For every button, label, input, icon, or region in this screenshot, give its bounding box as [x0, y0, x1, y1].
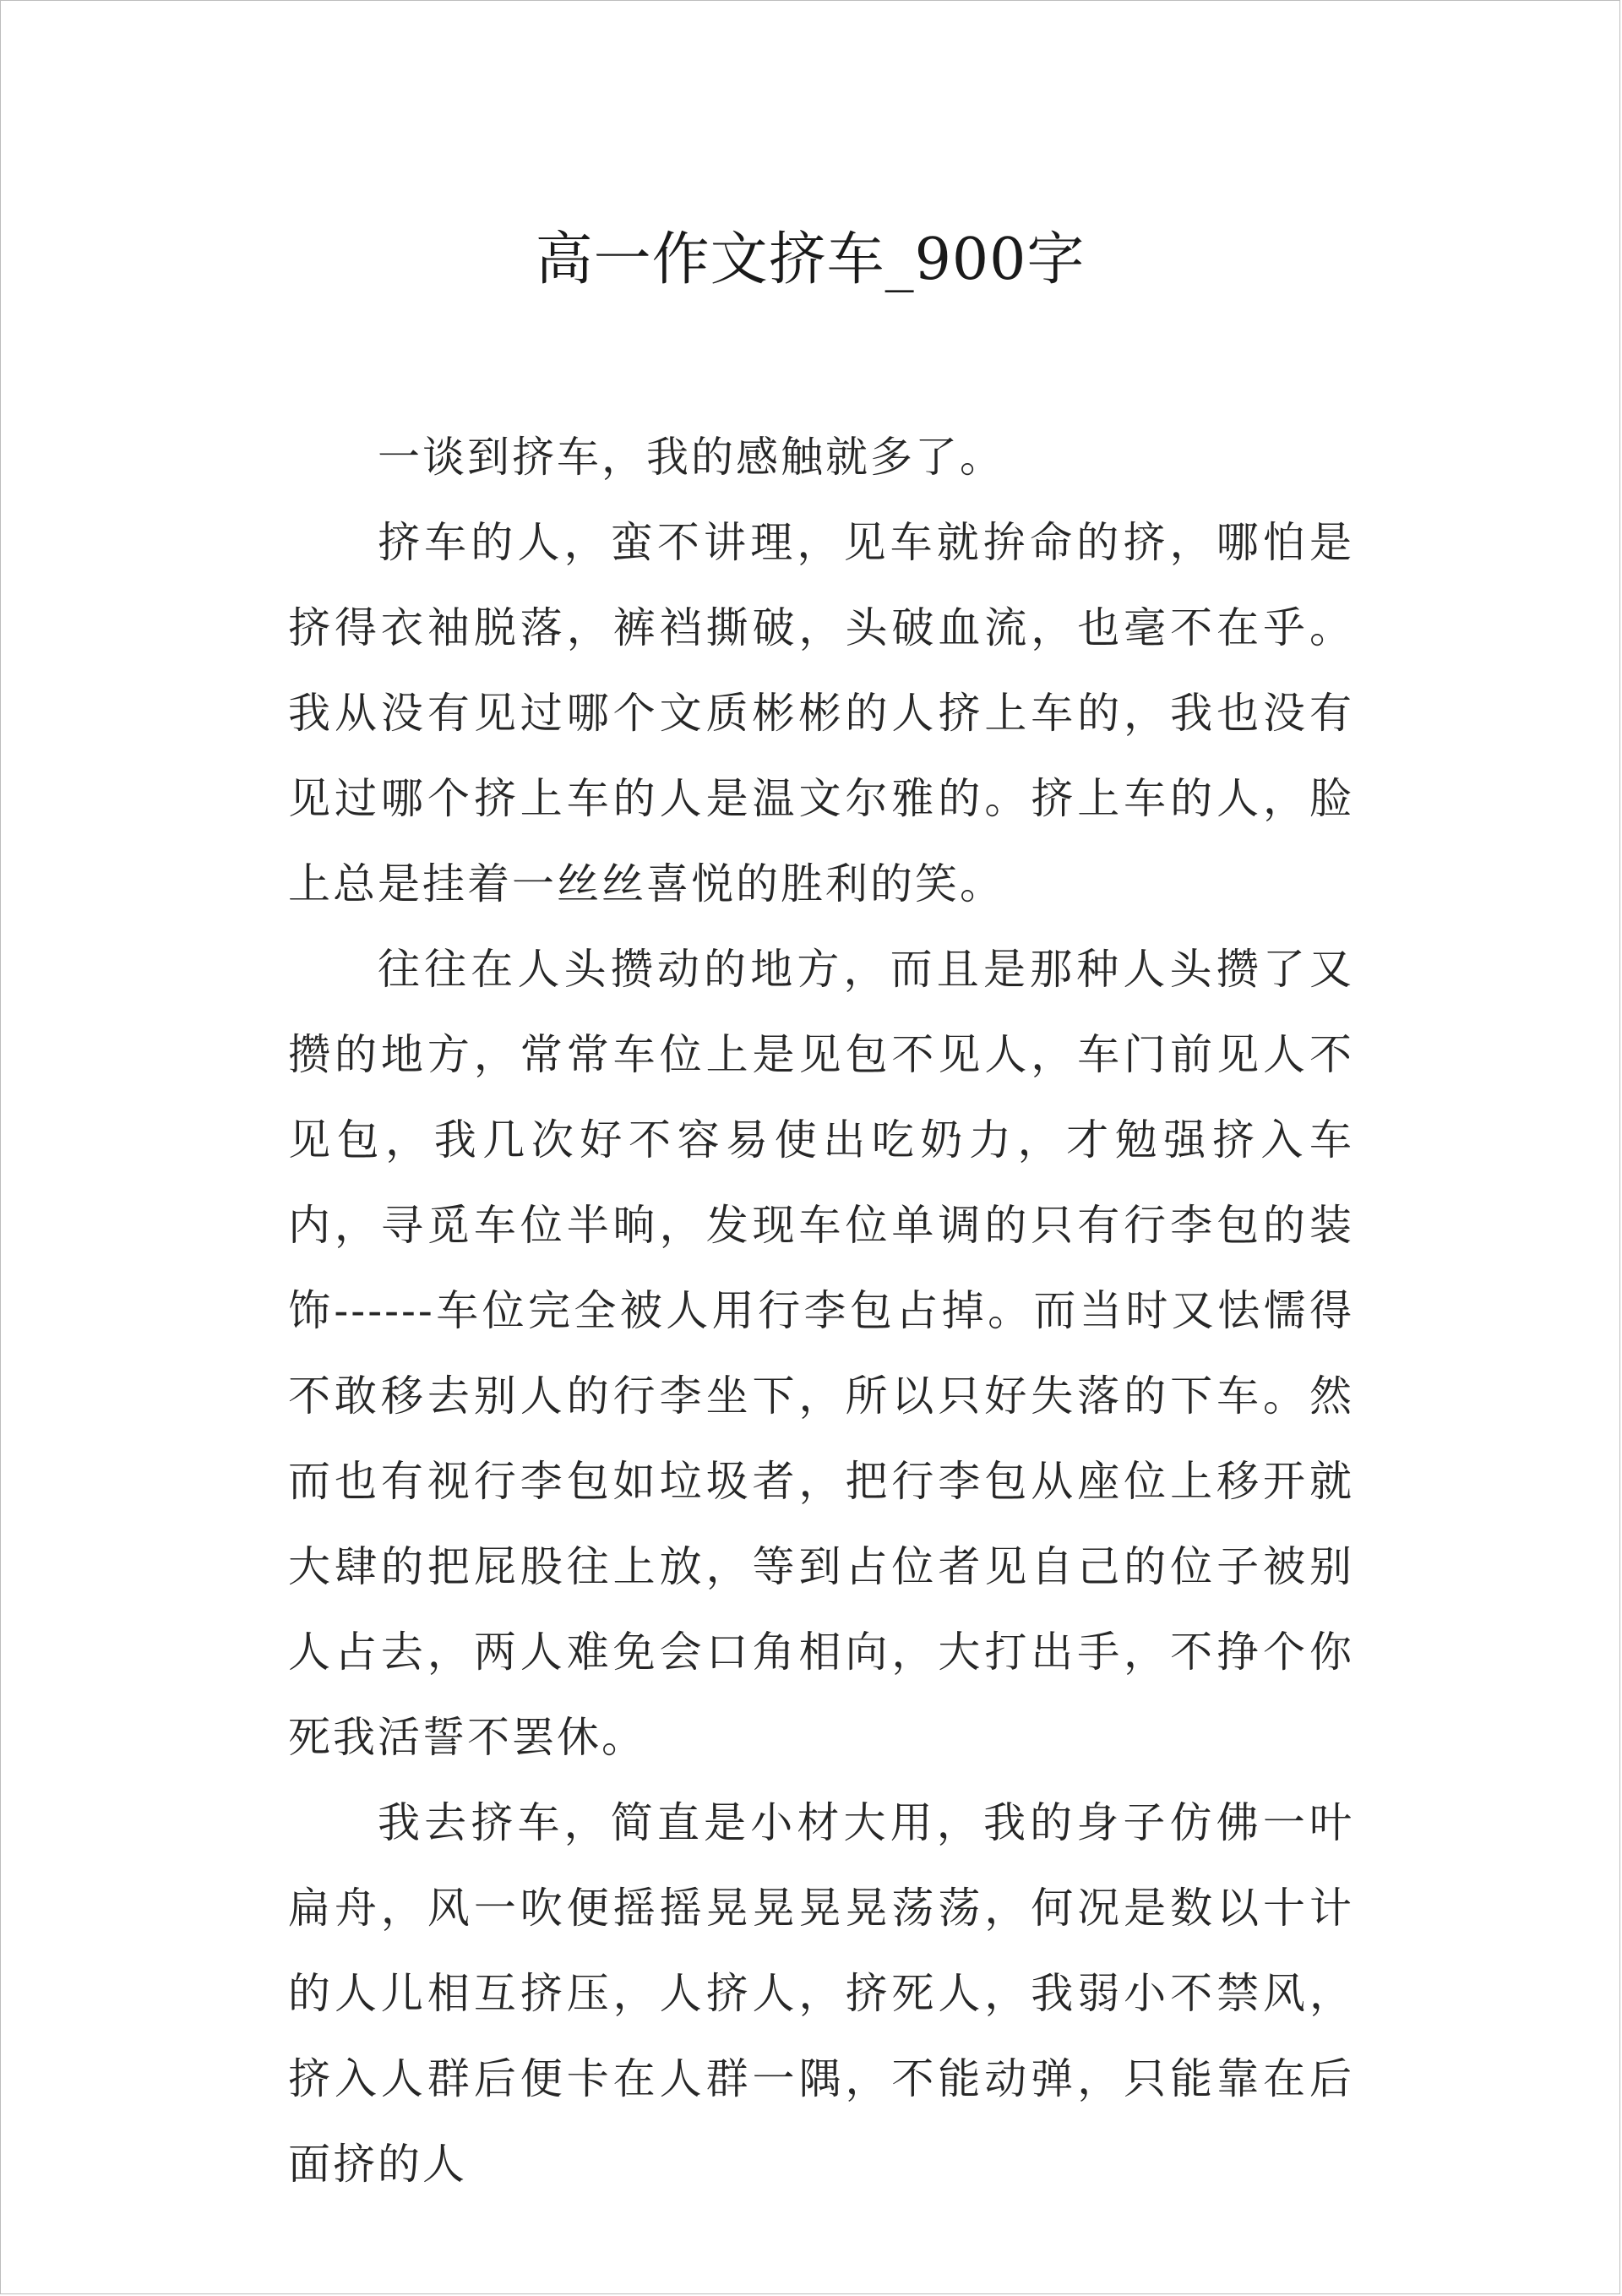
paragraph-4: 我去挤车，简直是小材大用，我的身子仿佛一叶扁舟，风一吹便摇摇晃晃晃晃荡荡，何况是数以十计的人儿相互挤压，人挤人，挤死人，我弱小不禁风，挤入人群后便卡在人群一隅，不能动弹，只能靠在后面挤的人: [288, 1798, 1354, 2189]
document-title: 高一作文挤车_900字: [535, 226, 1086, 293]
paragraph-2: 挤车的人，蛮不讲理，见车就拚命的挤，哪怕是挤得衣袖脱落，裤裆撕破，头破血流，也毫不在乎。我从没有见过哪个文质彬彬的人挤上车的，我也没有见过哪个挤上车的人是温文尔雅的。挤上车的人，脸上总是挂着一丝丝喜悦的胜利的笑。: [288, 518, 1354, 908]
paragraph-3: 往往在人头攒动的地方，而且是那种人头攒了又攒的地方，常常车位上是见包不见人，车门前见人不见包，我几次好不容易使出吃奶力，才勉强挤入车内，寻觅车位半晌，发现车位单调的只有行李包的装饰------车位完全被人用行李包占掉。而当时又怯懦得不敢移去别人的行李坐下，所以只好失落的下车。然而也有视行李包如垃圾者，把行李包从座位上移开就大肆的把屁股往上放，等到占位者见自己的位子被别人占去，两人难免会口角相向，大打出手，不挣个你死我活誓不罢休。: [288, 945, 1354, 1762]
paragraph-1: 一谈到挤车，我的感触就多了。: [378, 433, 1004, 482]
document-body: [288, 415, 1354, 2207]
